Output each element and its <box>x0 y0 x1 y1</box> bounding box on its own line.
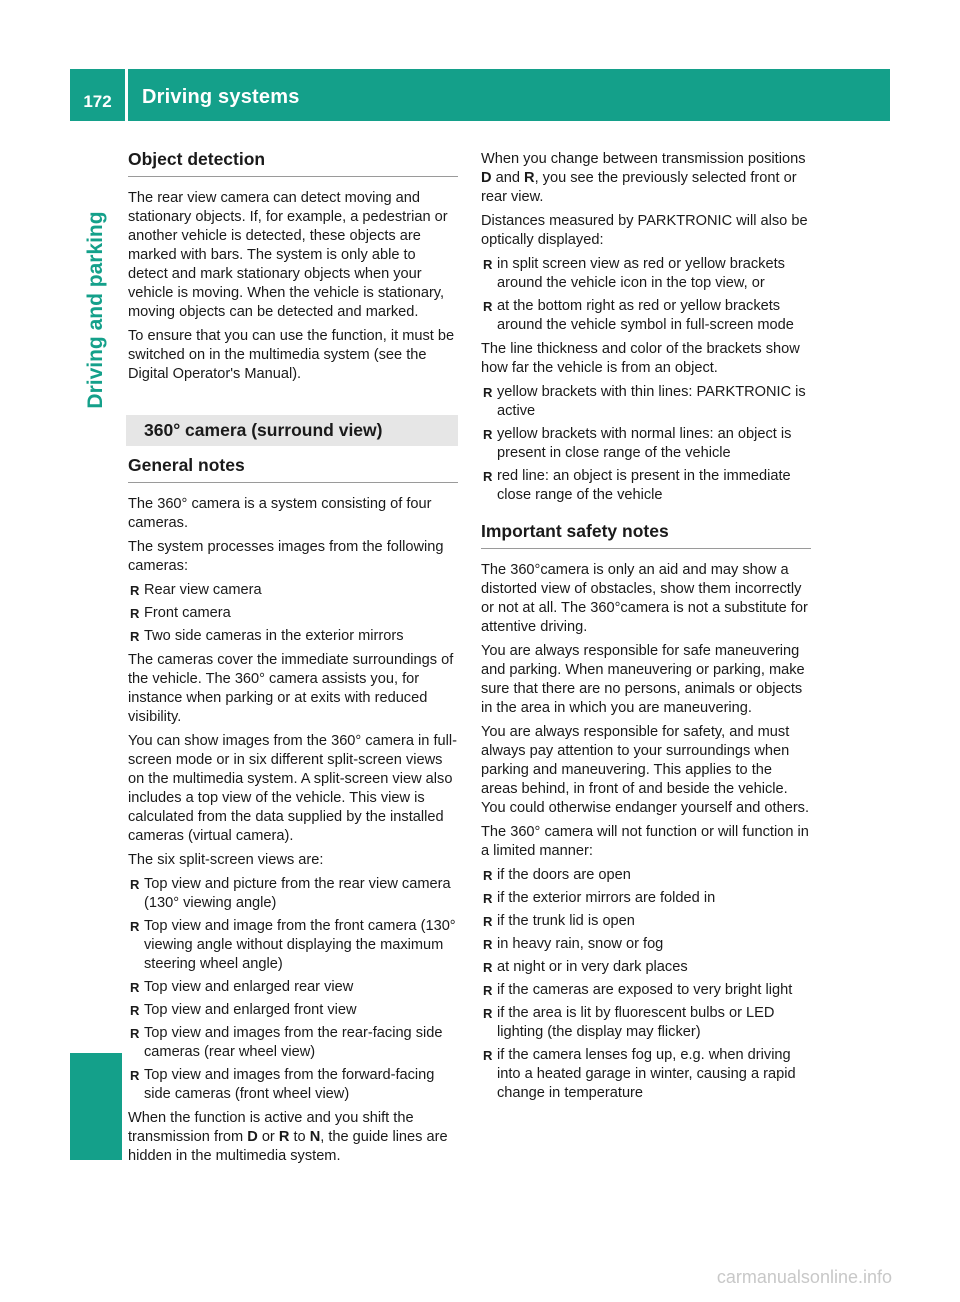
camera-section-heading: 360° camera (surround view) <box>126 415 458 446</box>
list-item: R Top view and enlarged front view <box>128 1001 458 1020</box>
side-tab-label: Driving and parking <box>84 211 107 409</box>
list-item: R yellow brackets with thin lines: PARKTRONIC is active <box>481 383 811 421</box>
text: , you see the previously selected front or rear view. <box>481 170 797 205</box>
paragraph <box>481 150 811 207</box>
paragraph: You can show images from the 360° camera in full-screen mode or in six different split-screen views on the multimedia system. A split-screen view also includes a top view of the vehicle. This view is calculated from the data supplied by the installed cameras (virtual camera). <box>128 733 457 844</box>
paragraph: The system processes images from the following cameras: <box>128 539 444 574</box>
list-item: R at the bottom right as red or yellow brackets around the vehicle symbol in full-screen mode <box>481 297 811 335</box>
gear-d: D <box>481 170 492 186</box>
limitation-list <box>481 866 811 1103</box>
paragraph: The 360° camera is a system consisting of four cameras. <box>128 496 432 531</box>
right-column <box>481 150 811 1108</box>
page-number: 172 <box>83 92 112 111</box>
spacer <box>128 389 458 415</box>
text: When the function is active and you shift the transmission from <box>128 1110 414 1145</box>
text: or <box>257 1129 279 1145</box>
list-item: R if the cameras are exposed to very bright light <box>481 981 811 1000</box>
header-divider <box>125 69 128 121</box>
paragraph <box>128 1109 458 1166</box>
list-item: R Rear view camera <box>128 581 458 600</box>
list-item: R Top view and images from the rear-facing side cameras (rear wheel view) <box>128 1024 458 1062</box>
list-item: R if the camera lenses fog up, e.g. when driving into a heated garage in winter, causing a rapid change in temperature <box>481 1046 811 1103</box>
paragraph: To ensure that you can use the function, it must be switched on in the multimedia system (see the Digital Operator's Manual). <box>128 328 455 382</box>
safety-notes-heading: Important safety notes <box>481 522 811 549</box>
list-item: R at night or in very dark places <box>481 958 811 977</box>
list-item: R Top view and picture from the rear view camera (130° viewing angle) <box>128 875 458 913</box>
general-notes-heading: General notes <box>128 456 458 483</box>
paragraph: The six split-screen views are: <box>128 852 324 868</box>
paragraph: The line thickness and color of the brackets show how far the vehicle is from an object. <box>481 341 800 376</box>
paragraph: The cameras cover the immediate surroundings of the vehicle. The 360° camera assists you, for instance when parking or at exits with reduced visibility. <box>128 652 454 725</box>
gear-n: N <box>309 1129 321 1145</box>
list-item: R if the exterior mirrors are folded in <box>481 889 811 908</box>
gear-r: R <box>278 1129 290 1145</box>
list-item: R in heavy rain, snow or fog <box>481 935 811 954</box>
text: When you change between transmission positions <box>481 151 806 167</box>
paragraph: The 360° camera will not function or will function in a limited manner: <box>481 824 809 859</box>
paragraph: You are always responsible for safety, and must always pay attention to your surroundings when parking and maneuvering. This applies to the areas behind, in front of and beside the vehicle. You could otherwise endanger yourself and others. <box>481 724 810 816</box>
list-item: R if the trunk lid is open <box>481 912 811 931</box>
list-item: R Top view and image from the front camera (130° viewing angle without displaying the maximum steering wheel angle) <box>128 917 458 974</box>
paragraph: Distances measured by PARKTRONIC will also be optically displayed: <box>481 213 808 248</box>
text: to <box>289 1129 310 1145</box>
list-item: R Top view and images from the forward-facing side cameras (front wheel view) <box>128 1066 458 1104</box>
chapter-title: Driving systems <box>142 86 300 108</box>
split-screen-views-list <box>128 875 458 1104</box>
text: , the guide lines are hidden in the multimedia system. <box>128 1129 448 1164</box>
gear-r: R <box>524 170 535 186</box>
camera-list <box>128 581 458 646</box>
list-item: R Front camera <box>128 604 458 623</box>
distance-display-list <box>481 255 811 335</box>
list-item: R Top view and enlarged rear view <box>128 978 458 997</box>
list-item: R if the doors are open <box>481 866 811 885</box>
paragraph: You are always responsible for safe maneuvering and parking. When maneuvering or parking, make sure that there are no persons, animals or objects in the area in which you are maneuvering. <box>481 643 805 716</box>
list-item: R yellow brackets with normal lines: an object is present in close range of the vehicle <box>481 425 811 463</box>
watermark: carmanualsonline.info <box>716 1267 892 1287</box>
list-item: R in split screen view as red or yellow brackets around the vehicle icon in the top view, or <box>481 255 811 293</box>
side-tab-block <box>70 1053 122 1160</box>
object-detection-heading: Object detection <box>128 150 458 177</box>
list-item: R Two side cameras in the exterior mirrors <box>128 627 458 646</box>
list-item: R if the area is lit by fluorescent bulbs or LED lighting (the display may flicker) <box>481 1004 811 1042</box>
paragraph: The 360°camera is only an aid and may show a distorted view of obstacles, show them incorrectly or not at all. The 360°camera is not a substitute for attentive driving. <box>481 562 808 635</box>
list-item: R red line: an object is present in the immediate close range of the vehicle <box>481 467 811 505</box>
gear-d: D <box>247 1129 258 1145</box>
paragraph: The rear view camera can detect moving and stationary objects. If, for example, a pedestrian or another vehicle is detected, these objects are marked with bars. The system is only able to detect and mark stationary objects when your vehicle is moving. When the vehicle is stationary, moving objects can be detected and marked. <box>128 190 448 320</box>
bracket-list <box>481 383 811 505</box>
text: and <box>491 170 525 186</box>
left-column <box>128 150 458 1171</box>
